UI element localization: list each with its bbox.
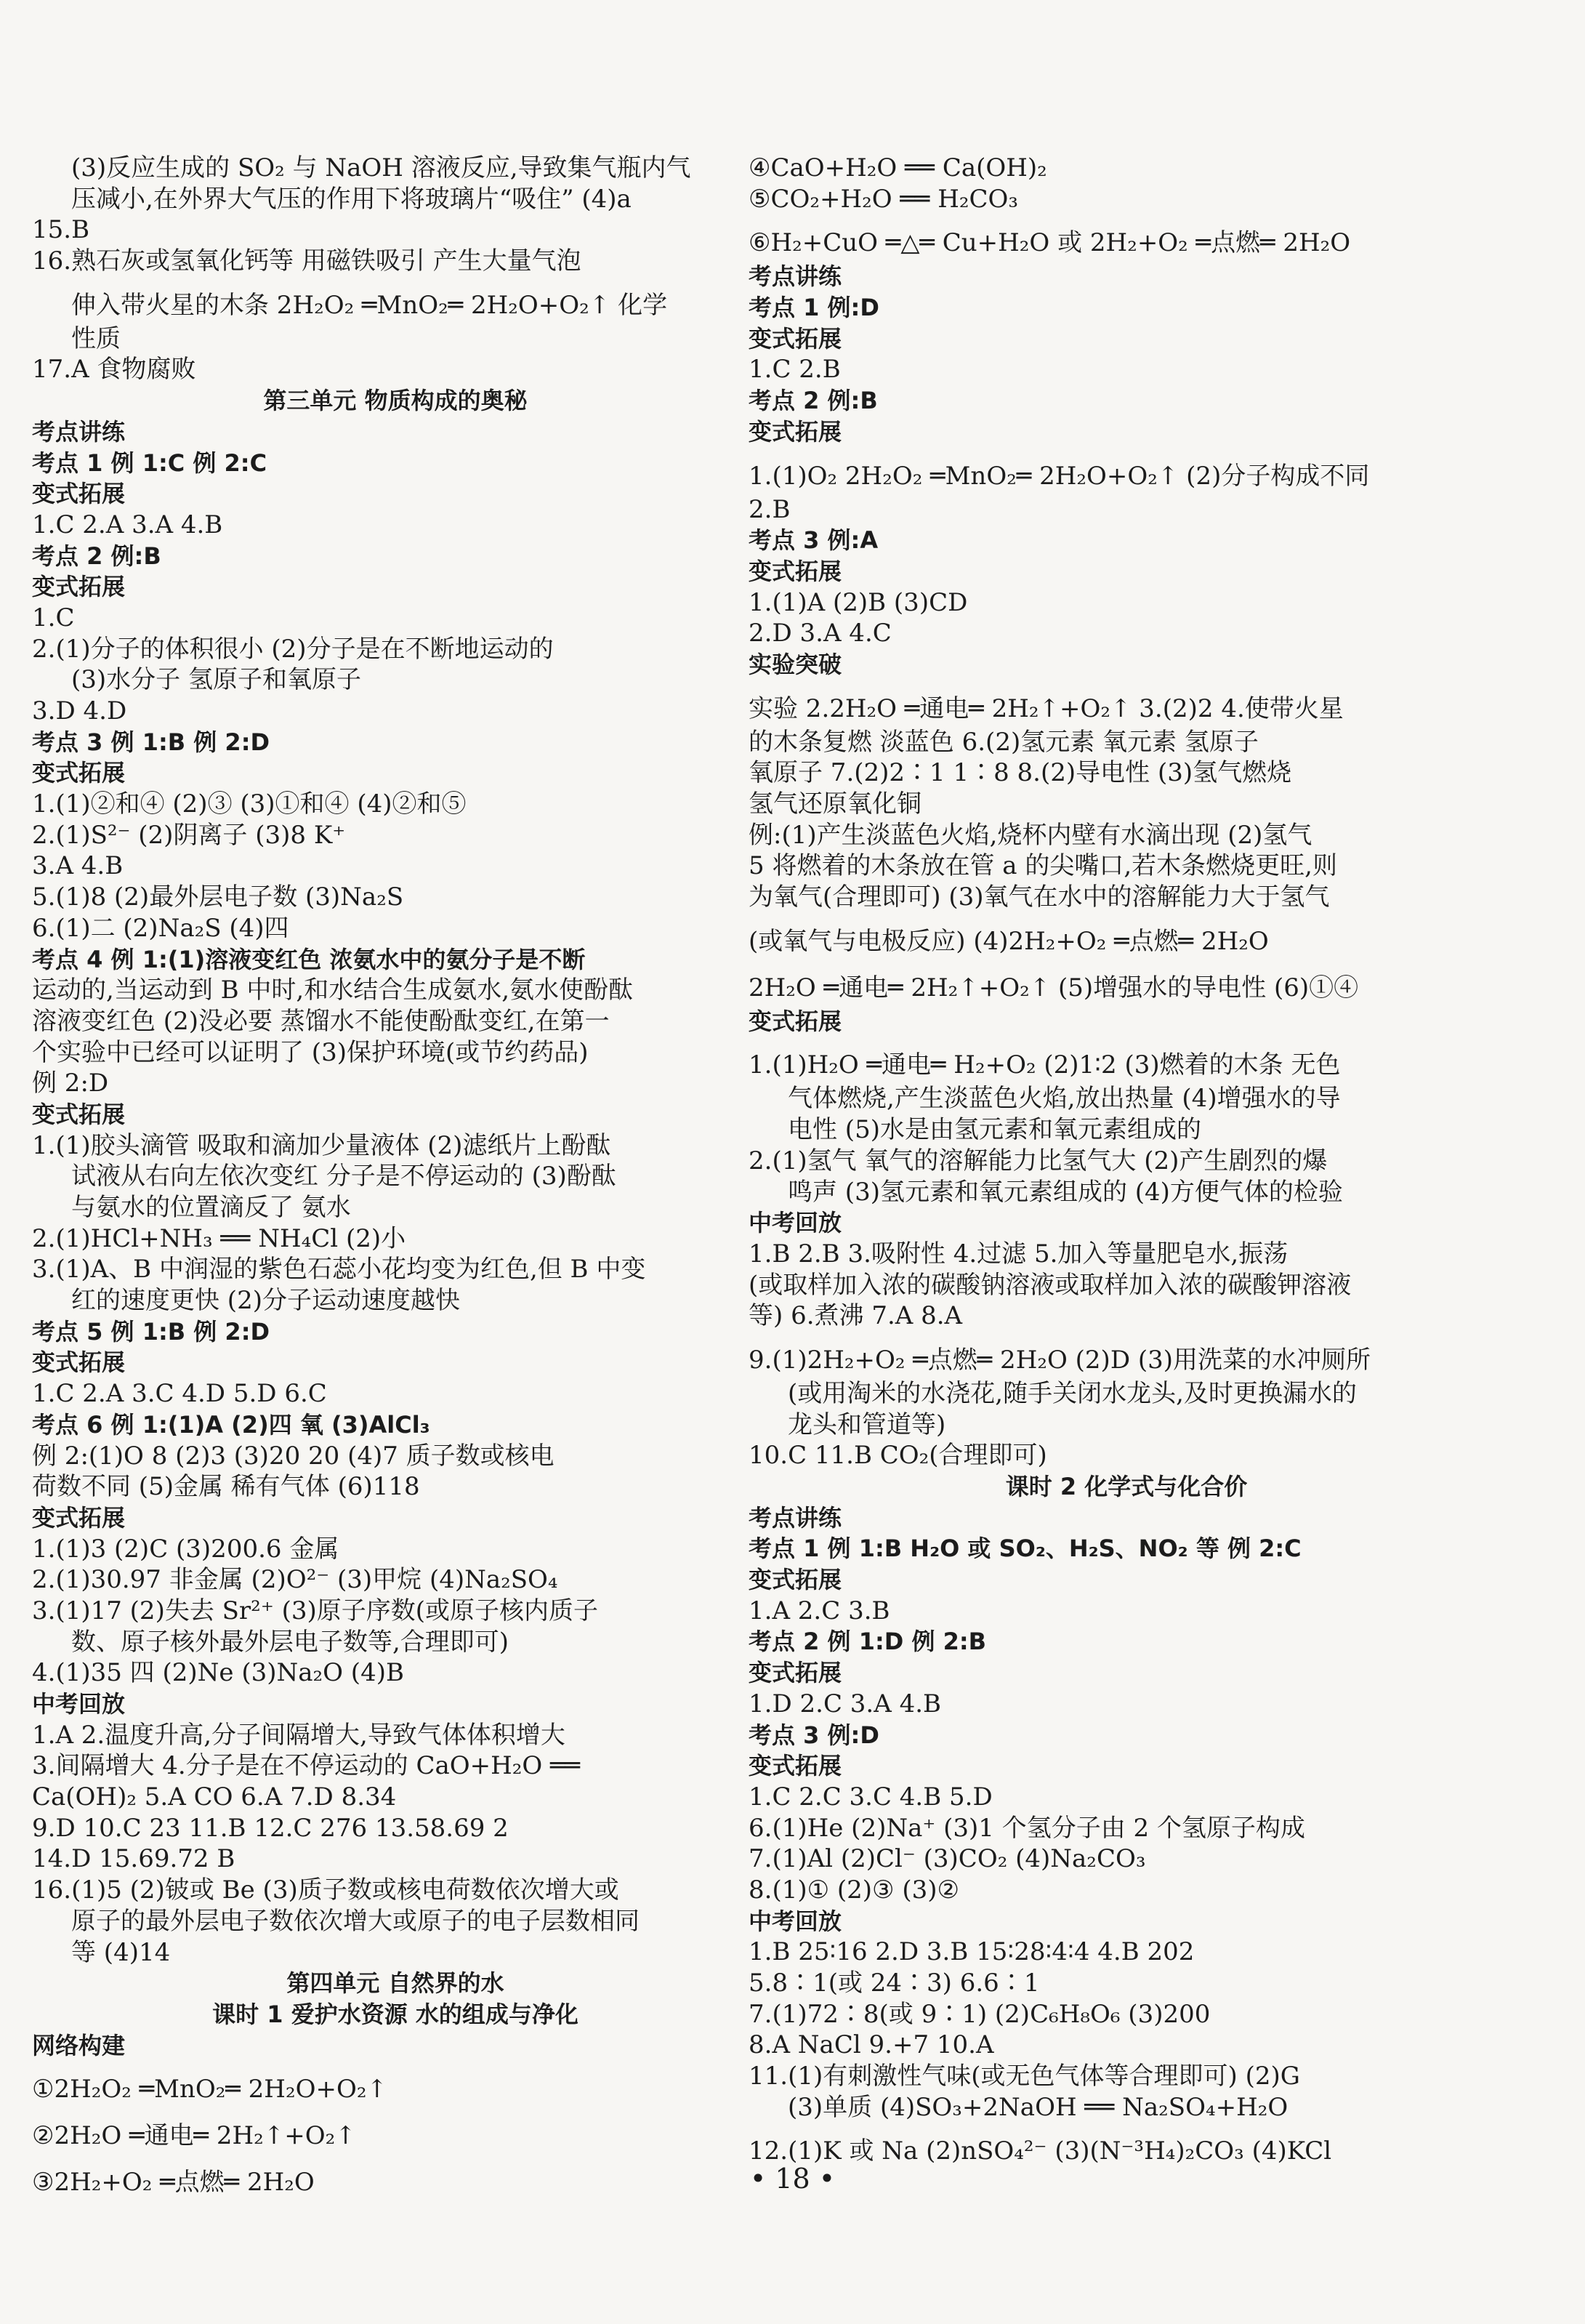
answer-line: 1.(1)A (2)B (3)CD (749, 587, 968, 617)
section-heading: 第四单元 自然界的水 (286, 1969, 504, 1998)
answer-line: 为氧气(合理即可) (3)氧气在水中的溶解能力大于氢气 (749, 882, 1330, 912)
answer-line: 4.(1)35 四 (2)Ne (3)Na₂O (4)B (32, 1658, 404, 1688)
answer-line: 1.D 2.C 3.A 4.B (749, 1689, 941, 1718)
answer-line: ①2H₂O₂ ═MnO₂═ 2H₂O+O₂↑ (32, 2075, 387, 2104)
answer-line: 3.(1)17 (2)失去 Sr²⁺ (3)原子序数(或原子核内质子 (32, 1596, 598, 1625)
answer-line: 溶液变红色 (2)没必要 蒸馏水不能使酚酞变红,在第一 (32, 1006, 610, 1036)
section-heading: 网络构建 (32, 2031, 126, 2059)
answer-line: 6.(1)二 (2)Na₂S (4)四 (32, 913, 289, 943)
answer-line: (3)反应生成的 SO₂ 与 NaOH 溶液反应,导致集气瓶内气 (71, 153, 691, 182)
answer-line: 例 2:D (32, 1069, 109, 1098)
answer-line: 与氨水的位置滴反了 氨水 (71, 1193, 351, 1222)
answer-line: 1.C 2.A 3.C 4.D 5.D 6.C (32, 1379, 327, 1409)
section-heading: 考点 5 例 1:B 例 2:D (32, 1317, 270, 1346)
page-number: • 18 • (749, 2163, 836, 2195)
answer-line: 3.D 4.D (32, 696, 127, 725)
answer-line: 实验 2.2H₂O ═通电═ 2H₂↑+O₂↑ 3.(2)2 4.使带火星 (749, 693, 1344, 723)
section-heading: 变式拓展 (749, 557, 842, 585)
section-heading: 变式拓展 (749, 417, 842, 446)
left-column (32, 153, 759, 2200)
section-heading: 考点 2 例:B (32, 542, 161, 570)
answer-line: 11.(1)有刺激性气味(或无色气体等合理即可) (2)G (749, 2062, 1300, 2091)
section-heading: 考点 3 例 1:B 例 2:D (32, 728, 270, 756)
answer-line: 1.C 2.A 3.A 4.B (32, 510, 223, 539)
answer-line: 1.(1)3 (2)C (3)200.6 金属 (32, 1534, 339, 1564)
section-heading: 考点 1 例 1:C 例 2:C (32, 449, 267, 477)
answer-line: ②2H₂O ═通电═ 2H₂↑+O₂↑ (32, 2121, 356, 2151)
answer-line: 3.(1)A、B 中润湿的紫色石蕊小花均变为红色,但 B 中变 (32, 1255, 646, 1284)
section-heading: 考点 2 例 1:D 例 2:B (749, 1628, 987, 1656)
section-heading: 中考回放 (32, 1690, 126, 1718)
answer-line: 3.间隔增大 4.分子是在不停运动的 CaO+H₂O ══ (32, 1751, 581, 1781)
section-heading: 考点 6 例 1:(1)A (2)四 氧 (3)AlCl₃ (32, 1410, 430, 1439)
answer-line: 电性 (5)水是由氢元素和氧元素组成的 (788, 1115, 1201, 1145)
answer-line: 15.B (32, 215, 90, 245)
section-heading: 变式拓展 (749, 1659, 842, 1687)
answer-line: 个实验中已经可以证明了 (3)保护环境(或节约药品) (32, 1037, 589, 1067)
section-heading: 考点讲练 (749, 262, 842, 291)
answer-line: (或取样加入浓的碳酸钠溶液或取样加入浓的碳酸钾溶液 (749, 1270, 1352, 1300)
answer-line: 例 2:(1)O 8 (2)3 (3)20 20 (4)7 质子数或核电 (32, 1441, 554, 1471)
answer-line: 的木条复燃 淡蓝色 6.(2)氢元素 氧元素 氢原子 (749, 727, 1259, 757)
answer-line: 6.(1)He (2)Na⁺ (3)1 个氢分子由 2 个氢原子构成 (749, 1813, 1305, 1843)
answer-line: 2H₂O ═通电═ 2H₂↑+O₂↑ (5)增强水的导电性 (6)①④ (749, 973, 1359, 1002)
answer-line: 等 (4)14 (71, 1937, 171, 1967)
section-heading: 实验突破 (749, 650, 842, 678)
answer-line: 2.(1)HCl+NH₃ ══ NH₄Cl (2)小 (32, 1223, 406, 1253)
answer-line: 原子的最外层电子数依次增大或原子的电子层数相同 (71, 1906, 640, 1936)
answer-line: 1.(1)H₂O ═通电═ H₂+O₂ (2)1∶2 (3)燃着的木条 无色 (749, 1050, 1341, 1080)
answer-line: 1.B 2.B 3.吸附性 4.过滤 5.加入等量肥皂水,振荡 (749, 1239, 1288, 1268)
answer-line: 9.D 10.C 23 11.B 12.C 276 13.58.69 2 (32, 1813, 509, 1843)
section-heading: 变式拓展 (749, 1566, 842, 1594)
answer-line: (3)单质 (4)SO₃+2NaOH ══ Na₂SO₄+H₂O (788, 2092, 1288, 2122)
section-heading: 变式拓展 (749, 324, 842, 353)
section-heading: 变式拓展 (749, 1752, 842, 1780)
section-heading: 变式拓展 (32, 1100, 126, 1128)
answer-line: 2.D 3.A 4.C (749, 619, 892, 648)
answer-line: ④CaO+H₂O ══ Ca(OH)₂ (749, 153, 1047, 182)
section-heading: 考点 3 例:A (749, 526, 879, 555)
answer-line: ③2H₂+O₂ ═点燃═ 2H₂O (32, 2168, 315, 2198)
answer-line: 8.(1)① (2)③ (3)② (749, 1875, 959, 1905)
answer-line: 7.(1)Al (2)Cl⁻ (3)CO₂ (4)Na₂CO₃ (749, 1844, 1146, 1874)
answer-line: (或用淘米的水浇花,随手关闭水龙头,及时更换漏水的 (788, 1378, 1357, 1408)
answer-line: 荷数不同 (5)金属 稀有气体 (6)118 (32, 1472, 420, 1502)
section-heading: 考点讲练 (749, 1503, 842, 1532)
answer-line: 14.D 15.69.72 B (32, 1844, 235, 1874)
answer-line: 1.(1)②和④ (2)③ (3)①和④ (4)②和⑤ (32, 789, 467, 819)
answer-line: 等) 6.煮沸 7.A 8.A (749, 1301, 963, 1331)
section-heading: 变式拓展 (32, 480, 126, 508)
answer-line: 氧原子 7.(2)2∶1 1∶8 8.(2)导电性 (3)氢气燃烧 (749, 758, 1292, 788)
answer-line: 5.8∶1(或 24∶3) 6.6∶1 (749, 1969, 1040, 1998)
answer-line: 1.(1)O₂ 2H₂O₂ ═MnO₂═ 2H₂O+O₂↑ (2)分子构成不同 (749, 461, 1370, 491)
answer-line: 1.C 2.C 3.C 4.B 5.D (749, 1782, 993, 1812)
answer-line: 2.(1)分子的体积很小 (2)分子是在不断地运动的 (32, 634, 554, 664)
answer-line: 压减小,在外界大气压的作用下将玻璃片“吸住” (4)a (71, 184, 632, 214)
answer-line: 鸣声 (3)氢元素和氧元素组成的 (4)方便气体的检验 (788, 1177, 1343, 1207)
answer-line: 5.(1)8 (2)最外层电子数 (3)Na₂S (32, 882, 404, 912)
answer-line: 9.(1)2H₂+O₂ ═点燃═ 2H₂O (2)D (3)用洗菜的水冲厕所 (749, 1345, 1371, 1375)
answer-line: 1.A 2.温度升高,分子间隔增大,导致气体体积增大 (32, 1720, 565, 1750)
answer-line: 1.C (32, 603, 75, 632)
answer-line: 氢气还原氧化铜 (749, 789, 921, 819)
section-heading: 中考回放 (749, 1209, 842, 1237)
answer-line: 1.B 25∶16 2.D 3.B 15∶28∶4∶4 4.B 202 (749, 1937, 1195, 1967)
answer-line: ⑥H₂+CuO ═△═ Cu+H₂O 或 2H₂+O₂ ═点燃═ 2H₂O (749, 228, 1351, 258)
answer-line: (3)水分子 氢原子和氧原子 (71, 665, 361, 695)
answer-line: 16.熟石灰或氢氧化钙等 用磁铁吸引 产生大量气泡 (32, 246, 581, 276)
section-heading: 变式拓展 (32, 573, 126, 601)
answer-line: 3.A 4.B (32, 851, 124, 881)
answer-line: 性质 (71, 323, 121, 353)
answer-line: 数、原子核外最外层电子数等,合理即可) (71, 1627, 509, 1657)
section-heading: 考点 1 例:D (749, 294, 879, 322)
answer-line: 1.C 2.B (749, 355, 841, 385)
answer-line: 龙头和管道等) (788, 1410, 946, 1439)
section-heading: 变式拓展 (749, 1007, 842, 1035)
section-heading: 第三单元 物质构成的奥秘 (263, 387, 528, 415)
section-heading: 考点 1 例 1:B H₂O 或 SO₂、H₂S、NO₂ 等 例 2:C (749, 1535, 1302, 1563)
answer-line: 8.A NaCl 9.+7 10.A (749, 2030, 994, 2060)
answer-line: 红的速度更快 (2)分子运动速度越快 (71, 1286, 460, 1316)
section-heading: 考点 2 例:B (749, 387, 878, 415)
section-heading: 变式拓展 (32, 1503, 126, 1532)
section-heading: 变式拓展 (32, 759, 126, 787)
answer-line: 5 将燃着的木条放在管 a 的尖嘴口,若木条燃烧更旺,则 (749, 851, 1337, 881)
answer-line: 10.C 11.B CO₂(合理即可) (749, 1441, 1047, 1471)
right-column (749, 153, 1504, 2169)
section-heading: 课时 2 化学式与化合价 (1005, 1473, 1248, 1500)
answer-line: Ca(OH)₂ 5.A CO 6.A 7.D 8.34 (32, 1782, 397, 1812)
answer-line: 伸入带火星的木条 2H₂O₂ ═MnO₂═ 2H₂O+O₂↑ 化学 (71, 290, 668, 320)
answer-line: 试液从右向左依次变红 分子是不停运动的 (3)酚酞 (71, 1162, 616, 1191)
section-heading: 考点 4 例 1:(1)溶液变红色 浓氨水中的氨分子是不断 (32, 945, 586, 973)
answer-line: (或氧气与电极反应) (4)2H₂+O₂ ═点燃═ 2H₂O (749, 926, 1269, 956)
answer-line: ⑤CO₂+H₂O ══ H₂CO₃ (749, 184, 1018, 214)
answer-line: 17.A 食物腐败 (32, 355, 196, 385)
answer-line: 16.(1)5 (2)铍或 Be (3)质子数或核电荷数依次增大或 (32, 1875, 619, 1905)
answer-line: 2.(1)氢气 氧气的溶解能力比氢气大 (2)产生剧烈的爆 (749, 1146, 1328, 1175)
section-heading: 中考回放 (749, 1907, 842, 1935)
answer-line: 7.(1)72∶8(或 9∶1) (2)C₆H₈O₆ (3)200 (749, 1999, 1211, 2029)
answer-line: 1.A 2.C 3.B (749, 1596, 890, 1625)
section-heading: 考点讲练 (32, 417, 126, 446)
section-heading: 课时 1 爱护水资源 水的组成与净化 (212, 2000, 578, 2028)
answer-line: 例:(1)产生淡蓝色火焰,烧杯内壁有水滴出现 (2)氢气 (749, 820, 1312, 850)
section-heading: 考点 3 例:D (749, 1721, 879, 1749)
answer-line: 12.(1)K 或 Na (2)nSO₄²⁻ (3)(N⁻³H₄)₂CO₃ (4)KCl (749, 2136, 1332, 2166)
answer-line: 运动的,当运动到 B 中时,和水结合生成氨水,氨水使酚酞 (32, 976, 634, 1005)
answer-line: 气体燃烧,产生淡蓝色火焰,放出热量 (4)增强水的导 (788, 1084, 1341, 1114)
answer-line: 1.(1)胶头滴管 吸取和滴加少量液体 (2)滤纸片上酚酞 (32, 1130, 611, 1160)
section-heading: 变式拓展 (32, 1348, 126, 1377)
answer-line: 2.(1)S²⁻ (2)阴离子 (3)8 K⁺ (32, 820, 346, 850)
answer-line: 2.B (749, 494, 791, 524)
answer-line: 2.(1)30.97 非金属 (2)O²⁻ (3)甲烷 (4)Na₂SO₄ (32, 1565, 558, 1595)
